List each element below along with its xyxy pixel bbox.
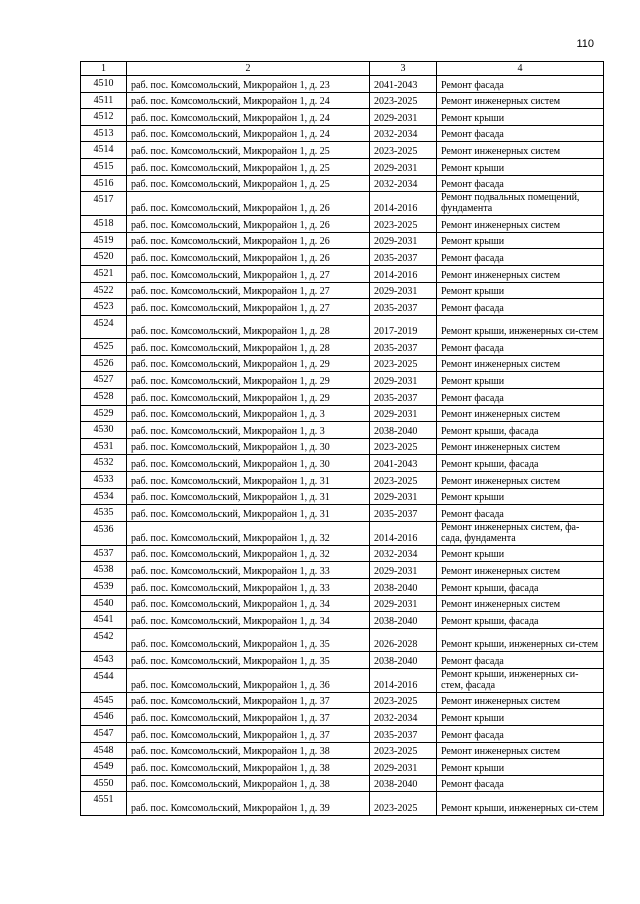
period-cell: 2023-2025: [370, 792, 437, 816]
row-number-cell: 4520: [81, 249, 127, 266]
period-cell: 2023-2025: [370, 471, 437, 488]
period-cell: 2032-2034: [370, 709, 437, 726]
row-number-cell: 4534: [81, 488, 127, 505]
period-cell: 2032-2034: [370, 125, 437, 142]
work-type-cell: Ремонт инженерных систем: [437, 216, 604, 233]
period-cell: 2029-2031: [370, 282, 437, 299]
address-cell: раб. пос. Комсомольский, Микрорайон 1, д. 27: [127, 265, 370, 282]
row-number-cell: 4542: [81, 628, 127, 652]
period-cell: 2029-2031: [370, 158, 437, 175]
table-row: [81, 612, 604, 629]
row-number-cell: 4544: [81, 668, 127, 692]
table-row: [81, 545, 604, 562]
period-cell: 2023-2025: [370, 92, 437, 109]
row-number-cell: 4547: [81, 726, 127, 743]
row-number-cell: 4524: [81, 315, 127, 339]
row-number-cell: 4514: [81, 142, 127, 159]
address-cell: раб. пос. Комсомольский, Микрорайон 1, д. 30: [127, 438, 370, 455]
work-type-cell: Ремонт крыши, фасада: [437, 455, 604, 472]
work-type-cell: Ремонт инженерных систем: [437, 142, 604, 159]
address-cell: раб. пос. Комсомольский, Микрорайон 1, д. 39: [127, 792, 370, 816]
address-cell: раб. пос. Комсомольский, Микрорайон 1, д. 24: [127, 92, 370, 109]
period-cell: 2035-2037: [370, 299, 437, 316]
address-cell: раб. пос. Комсомольский, Микрорайон 1, д. 26: [127, 216, 370, 233]
period-cell: 2029-2031: [370, 232, 437, 249]
period-cell: 2035-2037: [370, 726, 437, 743]
address-cell: раб. пос. Комсомольский, Микрорайон 1, д. 27: [127, 282, 370, 299]
work-type-cell: Ремонт крыши, фасада: [437, 422, 604, 439]
period-cell: 2014-2016: [370, 265, 437, 282]
work-type-cell: Ремонт фасада: [437, 389, 604, 406]
work-type-cell: Ремонт инженерных систем: [437, 742, 604, 759]
row-number-cell: 4528: [81, 389, 127, 406]
table-row: [81, 759, 604, 776]
row-number-cell: 4551: [81, 792, 127, 816]
period-cell: 2023-2025: [370, 692, 437, 709]
table-header-row: [81, 62, 604, 76]
row-number-cell: 4539: [81, 578, 127, 595]
address-cell: раб. пос. Комсомольский, Микрорайон 1, д. 28: [127, 315, 370, 339]
period-cell: 2029-2031: [370, 372, 437, 389]
work-type-cell: Ремонт крыши: [437, 545, 604, 562]
work-type-cell: Ремонт фасада: [437, 505, 604, 522]
period-cell: 2014-2016: [370, 668, 437, 692]
address-cell: раб. пос. Комсомольский, Микрорайон 1, д. 25: [127, 175, 370, 192]
address-cell: раб. пос. Комсомольский, Микрорайон 1, д. 38: [127, 759, 370, 776]
period-cell: 2035-2037: [370, 505, 437, 522]
row-number-cell: 4525: [81, 339, 127, 356]
table-row: [81, 775, 604, 792]
work-type-cell: Ремонт фасада: [437, 775, 604, 792]
row-number-cell: 4532: [81, 455, 127, 472]
table-row: [81, 692, 604, 709]
row-number-cell: 4510: [81, 76, 127, 93]
table-row: [81, 232, 604, 249]
table-row: [81, 471, 604, 488]
row-number-cell: 4549: [81, 759, 127, 776]
table-row: [81, 92, 604, 109]
work-type-cell: Ремонт фасада: [437, 299, 604, 316]
work-type-cell: Ремонт крыши: [437, 109, 604, 126]
work-type-cell: Ремонт инженерных систем: [437, 595, 604, 612]
address-cell: раб. пос. Комсомольский, Микрорайон 1, д. 31: [127, 505, 370, 522]
work-type-cell: Ремонт инженерных систем: [437, 265, 604, 282]
work-type-cell: Ремонт фасада: [437, 175, 604, 192]
table-row: [81, 595, 604, 612]
column-header: 1: [81, 62, 127, 76]
table-row: [81, 282, 604, 299]
period-cell: 2035-2037: [370, 249, 437, 266]
address-cell: раб. пос. Комсомольский, Микрорайон 1, д. 34: [127, 612, 370, 629]
table-row: [81, 438, 604, 455]
address-cell: раб. пос. Комсомольский, Микрорайон 1, д. 32: [127, 521, 370, 545]
table-row: [81, 726, 604, 743]
table-row: [81, 109, 604, 126]
period-cell: 2041-2043: [370, 455, 437, 472]
column-header: 4: [437, 62, 604, 76]
row-number-cell: 4511: [81, 92, 127, 109]
table-row: [81, 652, 604, 669]
address-cell: раб. пос. Комсомольский, Микрорайон 1, д. 29: [127, 372, 370, 389]
work-type-cell: Ремонт крыши, фасада: [437, 612, 604, 629]
period-cell: 2038-2040: [370, 652, 437, 669]
period-cell: 2023-2025: [370, 216, 437, 233]
period-cell: 2014-2016: [370, 192, 437, 216]
row-number-cell: 4513: [81, 125, 127, 142]
row-number-cell: 4517: [81, 192, 127, 216]
address-cell: раб. пос. Комсомольский, Микрорайон 1, д. 24: [127, 125, 370, 142]
row-number-cell: 4519: [81, 232, 127, 249]
period-cell: 2038-2040: [370, 775, 437, 792]
period-cell: 2035-2037: [370, 389, 437, 406]
row-number-cell: 4515: [81, 158, 127, 175]
table-row: [81, 315, 604, 339]
period-cell: 2038-2040: [370, 578, 437, 595]
period-cell: 2035-2037: [370, 339, 437, 356]
repair-schedule-table: [80, 61, 604, 816]
address-cell: раб. пос. Комсомольский, Микрорайон 1, д. 24: [127, 109, 370, 126]
period-cell: 2029-2031: [370, 759, 437, 776]
work-type-cell: Ремонт крыши, фасада: [437, 578, 604, 595]
row-number-cell: 4512: [81, 109, 127, 126]
row-number-cell: 4527: [81, 372, 127, 389]
address-cell: раб. пос. Комсомольский, Микрорайон 1, д. 36: [127, 668, 370, 692]
row-number-cell: 4541: [81, 612, 127, 629]
address-cell: раб. пос. Комсомольский, Микрорайон 1, д. 35: [127, 628, 370, 652]
address-cell: раб. пос. Комсомольский, Микрорайон 1, д. 37: [127, 692, 370, 709]
address-cell: раб. пос. Комсомольский, Микрорайон 1, д. 32: [127, 545, 370, 562]
address-cell: раб. пос. Комсомольский, Микрорайон 1, д. 34: [127, 595, 370, 612]
address-cell: раб. пос. Комсомольский, Микрорайон 1, д. 29: [127, 355, 370, 372]
address-cell: раб. пос. Комсомольский, Микрорайон 1, д. 3: [127, 422, 370, 439]
row-number-cell: 4540: [81, 595, 127, 612]
work-type-cell: Ремонт фасада: [437, 249, 604, 266]
row-number-cell: 4533: [81, 471, 127, 488]
work-type-cell: Ремонт инженерных систем: [437, 405, 604, 422]
page-number: 110: [576, 38, 594, 50]
address-cell: раб. пос. Комсомольский, Микрорайон 1, д. 30: [127, 455, 370, 472]
work-type-cell: Ремонт подвальных помещений, фундамента: [437, 192, 604, 216]
work-type-cell: Ремонт фасада: [437, 339, 604, 356]
address-cell: раб. пос. Комсомольский, Микрорайон 1, д. 23: [127, 76, 370, 93]
work-type-cell: Ремонт крыши, инженерных си-стем: [437, 792, 604, 816]
row-number-cell: 4537: [81, 545, 127, 562]
work-type-cell: Ремонт инженерных систем: [437, 471, 604, 488]
table-row: [81, 142, 604, 159]
table-row: [81, 455, 604, 472]
table-row: [81, 628, 604, 652]
table-row: [81, 562, 604, 579]
table-row: [81, 192, 604, 216]
work-type-cell: Ремонт фасада: [437, 652, 604, 669]
table-row: [81, 339, 604, 356]
table-row: [81, 355, 604, 372]
work-type-cell: Ремонт крыши: [437, 709, 604, 726]
work-type-cell: Ремонт крыши, инженерных си-стем, фасада: [437, 668, 604, 692]
period-cell: 2041-2043: [370, 76, 437, 93]
period-cell: 2032-2034: [370, 175, 437, 192]
table-row: [81, 299, 604, 316]
work-type-cell: Ремонт крыши: [437, 282, 604, 299]
address-cell: раб. пос. Комсомольский, Микрорайон 1, д. 28: [127, 339, 370, 356]
work-type-cell: Ремонт инженерных систем: [437, 92, 604, 109]
period-cell: 2029-2031: [370, 109, 437, 126]
period-cell: 2029-2031: [370, 405, 437, 422]
work-type-cell: Ремонт крыши: [437, 759, 604, 776]
address-cell: раб. пос. Комсомольский, Микрорайон 1, д. 27: [127, 299, 370, 316]
period-cell: 2023-2025: [370, 438, 437, 455]
table-row: [81, 521, 604, 545]
table-row: [81, 422, 604, 439]
row-number-cell: 4536: [81, 521, 127, 545]
work-type-cell: Ремонт крыши, инженерных си-стем: [437, 628, 604, 652]
address-cell: раб. пос. Комсомольский, Микрорайон 1, д. 3: [127, 405, 370, 422]
address-cell: раб. пос. Комсомольский, Микрорайон 1, д. 31: [127, 488, 370, 505]
address-cell: раб. пос. Комсомольский, Микрорайон 1, д. 26: [127, 232, 370, 249]
period-cell: 2014-2016: [370, 521, 437, 545]
address-cell: раб. пос. Комсомольский, Микрорайон 1, д. 25: [127, 142, 370, 159]
table-row: [81, 216, 604, 233]
address-cell: раб. пос. Комсомольский, Микрорайон 1, д. 37: [127, 709, 370, 726]
row-number-cell: 4546: [81, 709, 127, 726]
table-row: [81, 405, 604, 422]
table-row: [81, 249, 604, 266]
table-row: [81, 742, 604, 759]
period-cell: 2038-2040: [370, 422, 437, 439]
period-cell: 2023-2025: [370, 355, 437, 372]
table-row: [81, 76, 604, 93]
address-cell: раб. пос. Комсомольский, Микрорайон 1, д. 33: [127, 578, 370, 595]
work-type-cell: Ремонт крыши, инженерных си-стем: [437, 315, 604, 339]
period-cell: 2023-2025: [370, 742, 437, 759]
period-cell: 2029-2031: [370, 595, 437, 612]
row-number-cell: 4543: [81, 652, 127, 669]
table-row: [81, 792, 604, 816]
address-cell: раб. пос. Комсомольский, Микрорайон 1, д. 29: [127, 389, 370, 406]
row-number-cell: 4535: [81, 505, 127, 522]
row-number-cell: 4548: [81, 742, 127, 759]
table-row: [81, 265, 604, 282]
period-cell: 2029-2031: [370, 562, 437, 579]
address-cell: раб. пос. Комсомольский, Микрорайон 1, д. 35: [127, 652, 370, 669]
table-row: [81, 709, 604, 726]
work-type-cell: Ремонт крыши: [437, 158, 604, 175]
work-type-cell: Ремонт крыши: [437, 488, 604, 505]
row-number-cell: 4530: [81, 422, 127, 439]
row-number-cell: 4521: [81, 265, 127, 282]
table-body: [81, 76, 604, 816]
work-type-cell: Ремонт инженерных систем: [437, 692, 604, 709]
row-number-cell: 4550: [81, 775, 127, 792]
work-type-cell: Ремонт крыши: [437, 232, 604, 249]
period-cell: 2026-2028: [370, 628, 437, 652]
row-number-cell: 4545: [81, 692, 127, 709]
row-number-cell: 4529: [81, 405, 127, 422]
period-cell: 2017-2019: [370, 315, 437, 339]
table-row: [81, 175, 604, 192]
period-cell: 2032-2034: [370, 545, 437, 562]
address-cell: раб. пос. Комсомольский, Микрорайон 1, д. 26: [127, 192, 370, 216]
work-type-cell: Ремонт инженерных систем: [437, 438, 604, 455]
table-row: [81, 125, 604, 142]
period-cell: 2029-2031: [370, 488, 437, 505]
table-row: [81, 505, 604, 522]
table-row: [81, 389, 604, 406]
row-number-cell: 4518: [81, 216, 127, 233]
table-row: [81, 578, 604, 595]
table-row: [81, 372, 604, 389]
address-cell: раб. пос. Комсомольский, Микрорайон 1, д. 38: [127, 775, 370, 792]
row-number-cell: 4516: [81, 175, 127, 192]
row-number-cell: 4531: [81, 438, 127, 455]
table-row: [81, 488, 604, 505]
address-cell: раб. пос. Комсомольский, Микрорайон 1, д. 38: [127, 742, 370, 759]
work-type-cell: Ремонт инженерных систем: [437, 562, 604, 579]
address-cell: раб. пос. Комсомольский, Микрорайон 1, д. 37: [127, 726, 370, 743]
address-cell: раб. пос. Комсомольский, Микрорайон 1, д. 25: [127, 158, 370, 175]
work-type-cell: Ремонт фасада: [437, 125, 604, 142]
period-cell: 2038-2040: [370, 612, 437, 629]
row-number-cell: 4526: [81, 355, 127, 372]
work-type-cell: Ремонт инженерных систем, фа-сада, фундамента: [437, 521, 604, 545]
work-type-cell: Ремонт фасада: [437, 76, 604, 93]
work-type-cell: Ремонт фасада: [437, 726, 604, 743]
work-type-cell: Ремонт инженерных систем: [437, 355, 604, 372]
address-cell: раб. пос. Комсомольский, Микрорайон 1, д. 26: [127, 249, 370, 266]
address-cell: раб. пос. Комсомольский, Микрорайон 1, д. 33: [127, 562, 370, 579]
column-header: 3: [370, 62, 437, 76]
work-type-cell: Ремонт крыши: [437, 372, 604, 389]
column-header: 2: [127, 62, 370, 76]
row-number-cell: 4522: [81, 282, 127, 299]
table-row: [81, 158, 604, 175]
row-number-cell: 4538: [81, 562, 127, 579]
period-cell: 2023-2025: [370, 142, 437, 159]
address-cell: раб. пос. Комсомольский, Микрорайон 1, д. 31: [127, 471, 370, 488]
table-row: [81, 668, 604, 692]
row-number-cell: 4523: [81, 299, 127, 316]
